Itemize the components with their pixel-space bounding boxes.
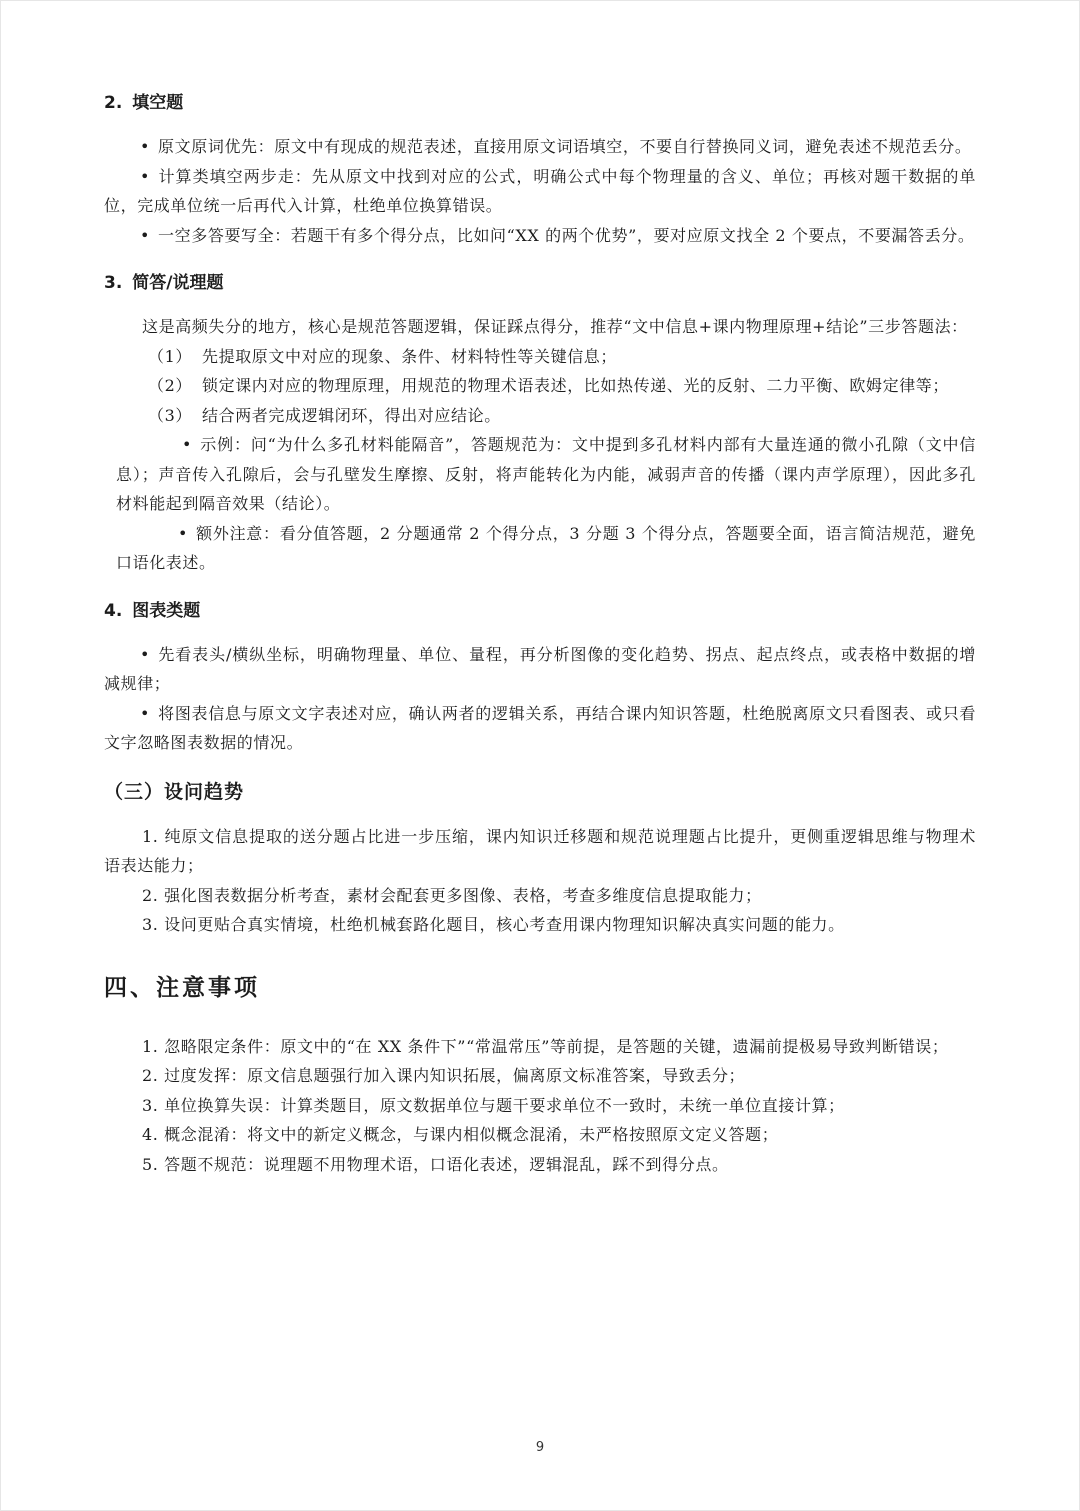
bullet-dot-icon: • — [178, 523, 189, 543]
bullet-text: 原文原词优先：原文中有现成的规范表述，直接用原文词语填空，不要自行替换同义词，避免表述不规范丢分。 — [158, 137, 972, 156]
section-3-step-2 — [104, 371, 976, 401]
section-4-title: 图表类题 — [132, 600, 201, 621]
page-content — [104, 88, 976, 1179]
section-3-intro: 这是高频失分的地方，核心是规范答题逻辑，保证踩点得分，推荐“文中信息+课内物理原理+结论”三步答题法： — [142, 317, 968, 336]
notes-item-3: 3. 单位换算失误：计算类题目，原文数据单位与题干要求单位不一致时，未统一单位直接计算； — [142, 1095, 845, 1115]
bullet-dot-icon: • — [140, 225, 151, 245]
trend-item-3: 3. 设问更贴合真实情境，杜绝机械套路化题目，核心考查用课内物理知识解决真实问题的能力。 — [142, 915, 845, 934]
bullet-text: 计算类填空两步走：先从原文中找到对应的公式，明确公式中每个物理量的含义、单位；再核对题干数据的单位，完成单位统一后再代入计算，杜绝单位换算错误。 — [104, 166, 976, 215]
section-2-title: 填空题 — [132, 93, 184, 113]
page-number: 9 — [535, 1440, 545, 1455]
notes-item-4: 4. 概念混淆：将文中的新定义概念，与课内相似概念混淆，未严格按照原文定义答题； — [142, 1125, 779, 1144]
section-2-bullet-1 — [104, 132, 976, 162]
bullet-dot-icon: • — [140, 137, 151, 156]
section-3-example — [104, 430, 976, 519]
section-3-note — [104, 519, 976, 578]
section-3-title: 简答/说理题 — [132, 273, 224, 293]
section-4-heading — [104, 596, 976, 626]
section-3-step-3 — [104, 401, 976, 431]
section-3-heading — [104, 268, 976, 298]
section-2-bullet-3 — [104, 221, 976, 251]
notes-heading: 四、注意事项 — [104, 974, 260, 1001]
bullet-text: 一空多答要写全：若题干有多个得分点，比如问“XX 的两个优势”，要对应原文找全 2 个要点，不要漏答丢分。 — [158, 225, 975, 245]
bullet-dot-icon: • — [140, 644, 151, 664]
section-3-step-1 — [104, 342, 976, 372]
section-2-bullet-2 — [104, 162, 976, 221]
bullet-dot-icon: • — [140, 166, 151, 186]
trend-item-1: 1. 纯原文信息提取的送分题占比进一步压缩，课内知识迁移题和规范说理题占比提升，更侧重逻辑思维与物理术语表达能力； — [104, 826, 976, 875]
bullet-text: 先看表头/横纵坐标，明确物理量、单位、量程，再分析图像的变化趋势、拐点、起点终点，或表格中数据的增减规律； — [104, 644, 976, 693]
example-text: 示例：问“为什么多孔材料能隔音”，答题规范为：文中提到多孔材料内部有大量连通的微小孔隙（文中信息）；声音传入孔隙后，会与孔壁发生摩擦、反射，将声能转化为内能，减弱声音的传播（课内声学原理），因此多孔材料能起到隔音效果（结论）。 — [116, 435, 976, 513]
bullet-text: 将图表信息与原文文字表述对应，确认两者的逻辑关系，再结合课内知识答题，杜绝脱离原文只看图表、或只看文字忽略图表数据的情况。 — [104, 703, 976, 752]
section-2-number: 2. — [104, 93, 123, 113]
trend-item-2: 2. 强化图表数据分析考查，素材会配套更多图像、表格，考查多维度信息提取能力； — [142, 885, 762, 905]
step-number: （1） — [148, 346, 192, 366]
trend-heading: （三）设问趋势 — [104, 780, 245, 803]
note-text: 额外注意：看分值答题，2 分题通常 2 个得分点，3 分题 3 个得分点，答题要全面，语言简洁规范，避免口语化表述。 — [116, 523, 976, 572]
step-number: （2） — [148, 376, 192, 395]
bullet-dot-icon: • — [182, 435, 193, 454]
step-text: 先提取原文中对应的现象、条件、材料特性等关键信息； — [202, 346, 618, 366]
notes-item-1: 1. 忽略限定条件：原文中的“在 XX 条件下”“常温常压”等前提，是答题的关键，遗漏前提极易导致判断错误； — [142, 1036, 949, 1056]
bullet-dot-icon: • — [140, 703, 151, 723]
section-3-number: 3. — [104, 273, 123, 293]
step-text: 结合两者完成逻辑闭环，得出对应结论。 — [202, 405, 501, 425]
section-4-bullet-1 — [104, 640, 976, 699]
step-text: 锁定课内对应的物理原理，用规范的物理术语表述，比如热传递、光的反射、二力平衡、欧姆定律等； — [202, 376, 950, 395]
step-number: （3） — [148, 405, 192, 425]
section-4-bullet-2 — [104, 699, 976, 758]
notes-item-5: 5. 答题不规范：说理题不用物理术语，口语化表述，逻辑混乱，踩不到得分点。 — [142, 1154, 729, 1174]
section-2-heading — [104, 88, 976, 118]
section-4-number: 4. — [104, 600, 123, 621]
notes-item-2: 2. 过度发挥：原文信息题强行加入课内知识拓展，偏离原文标准答案，导致丢分； — [142, 1066, 746, 1085]
